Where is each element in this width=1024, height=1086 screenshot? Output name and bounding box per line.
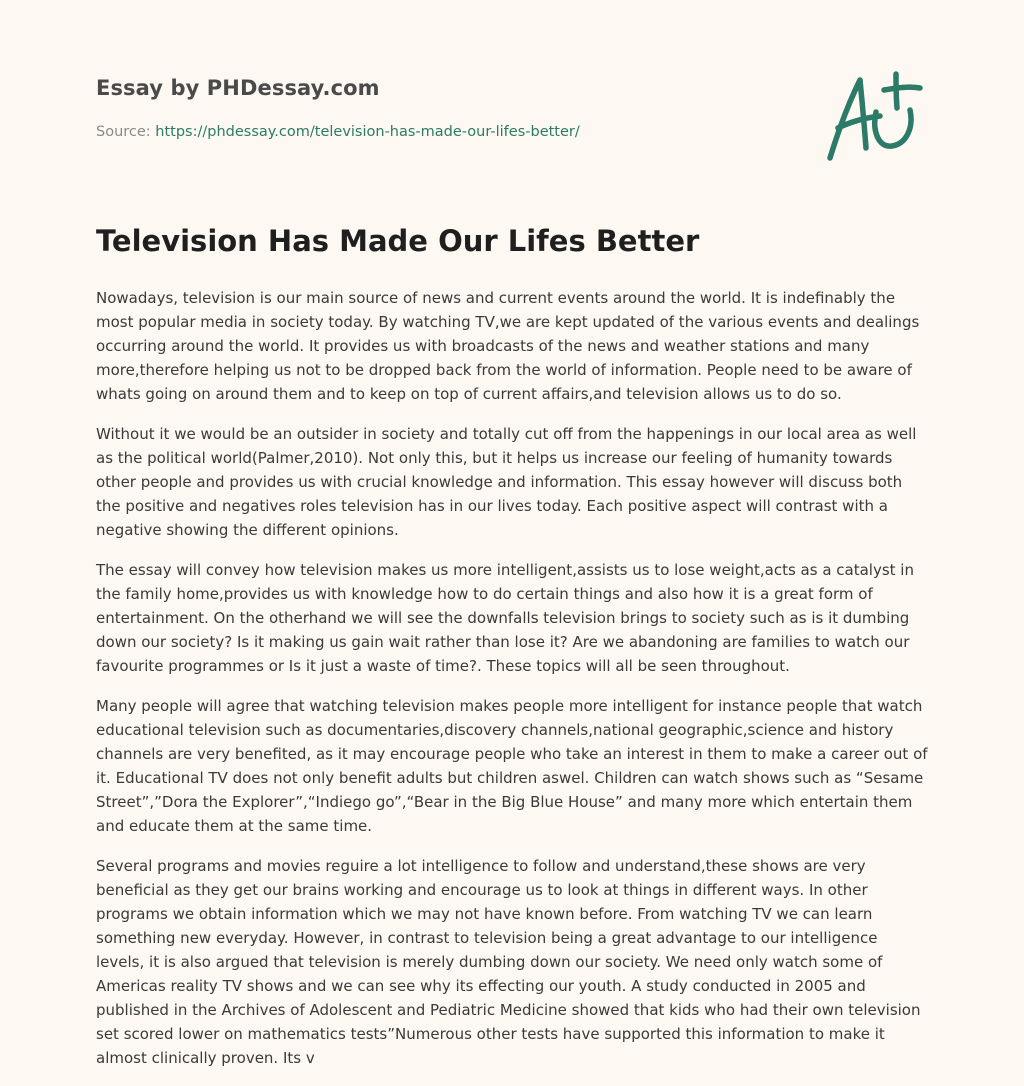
essay-paragraph: Many people will agree that watching television makes people more intelligent for instance people that watch educational television such as documentaries,discovery channels,national geographic,science and history channels are very benefited, as it may encourage people who take an interest in them to make a career out of it. Educational TV does not only benefit adults but children aswel. Children can watch shows such as “Sesame Street”,”Dora the Explorer”,“Indiego go”,“Bear in the Big Blue House” and many more which entertain them and educate them at the same time. — [96, 697, 928, 835]
a-plus-grade-icon — [824, 66, 924, 166]
source-link[interactable]: https://phdessay.com/television-has-made-our-lifes-better/ — [155, 124, 580, 140]
essay-paragraph: Nowadays, television is our main source of news and current events around the world. It is indefinably the most popular media in society today. By watching TV,we are kept updated of the various events and dealings occurring around the world. It provides us with broadcasts of the news and weather stations and many more,therefore helping us not to be dropped back from the world of information. People need to be aware of whats going on around them and to keep on top of current affairs,and television allows us to do so. — [96, 289, 920, 403]
essay-paragraph: Without it we would be an outsider in society and totally cut off from the happenings in our local area as well as the political world(Palmer,2010). Not only this, but it helps us increase our feeling of humanity towards other people and provides us with crucial knowledge and information. This essay however will discuss both the positive and negatives roles television has in our lives today. Each positive aspect will contrast with a negative showing the different opinions. — [96, 425, 917, 539]
essay-paragraph: The essay will convey how television makes us more intelligent,assists us to lose weight,acts as a catalyst in the family home,provides us with knowledge how to do certain things and also how it is a great form of entertainment. On the otherhand we will see the downfalls television brings to society such as is it dumbing down our society? Is it making us gain wait rather than lose it? Are we abandoning are families to watch our favourite programmes or Is it just a waste of time?. These topics will all be seen throughout. — [96, 561, 914, 675]
essay-body — [96, 286, 928, 1086]
source-label: Source: — [96, 124, 156, 140]
source-line — [96, 124, 580, 140]
essay-title: Television Has Made Our Lifes Better — [96, 224, 700, 258]
site-brand: Essay by PHDessay.com — [96, 76, 380, 100]
essay-paragraph: Several programs and movies reguire a lot intelligence to follow and understand,these shows are very beneficial as they get our brains working and encourage us to look at things in different ways. In other programs we obtain information which we may not have known before. From watching TV we can learn something new everyday. However, in contrast to television being a great advantage to our intelligence levels, it is also argued that television is merely dumbing down our society. We need only watch some of Americas reality TV shows and we can see why its effecting our youth. A study conducted in 2005 and published in the Archives of Adolescent and Pediatric Medicine showed that kids who had their own television set scored lower on mathematics tests”Numerous other tests have supported this information to make it almost clinically proven. Its v — [96, 857, 921, 1067]
